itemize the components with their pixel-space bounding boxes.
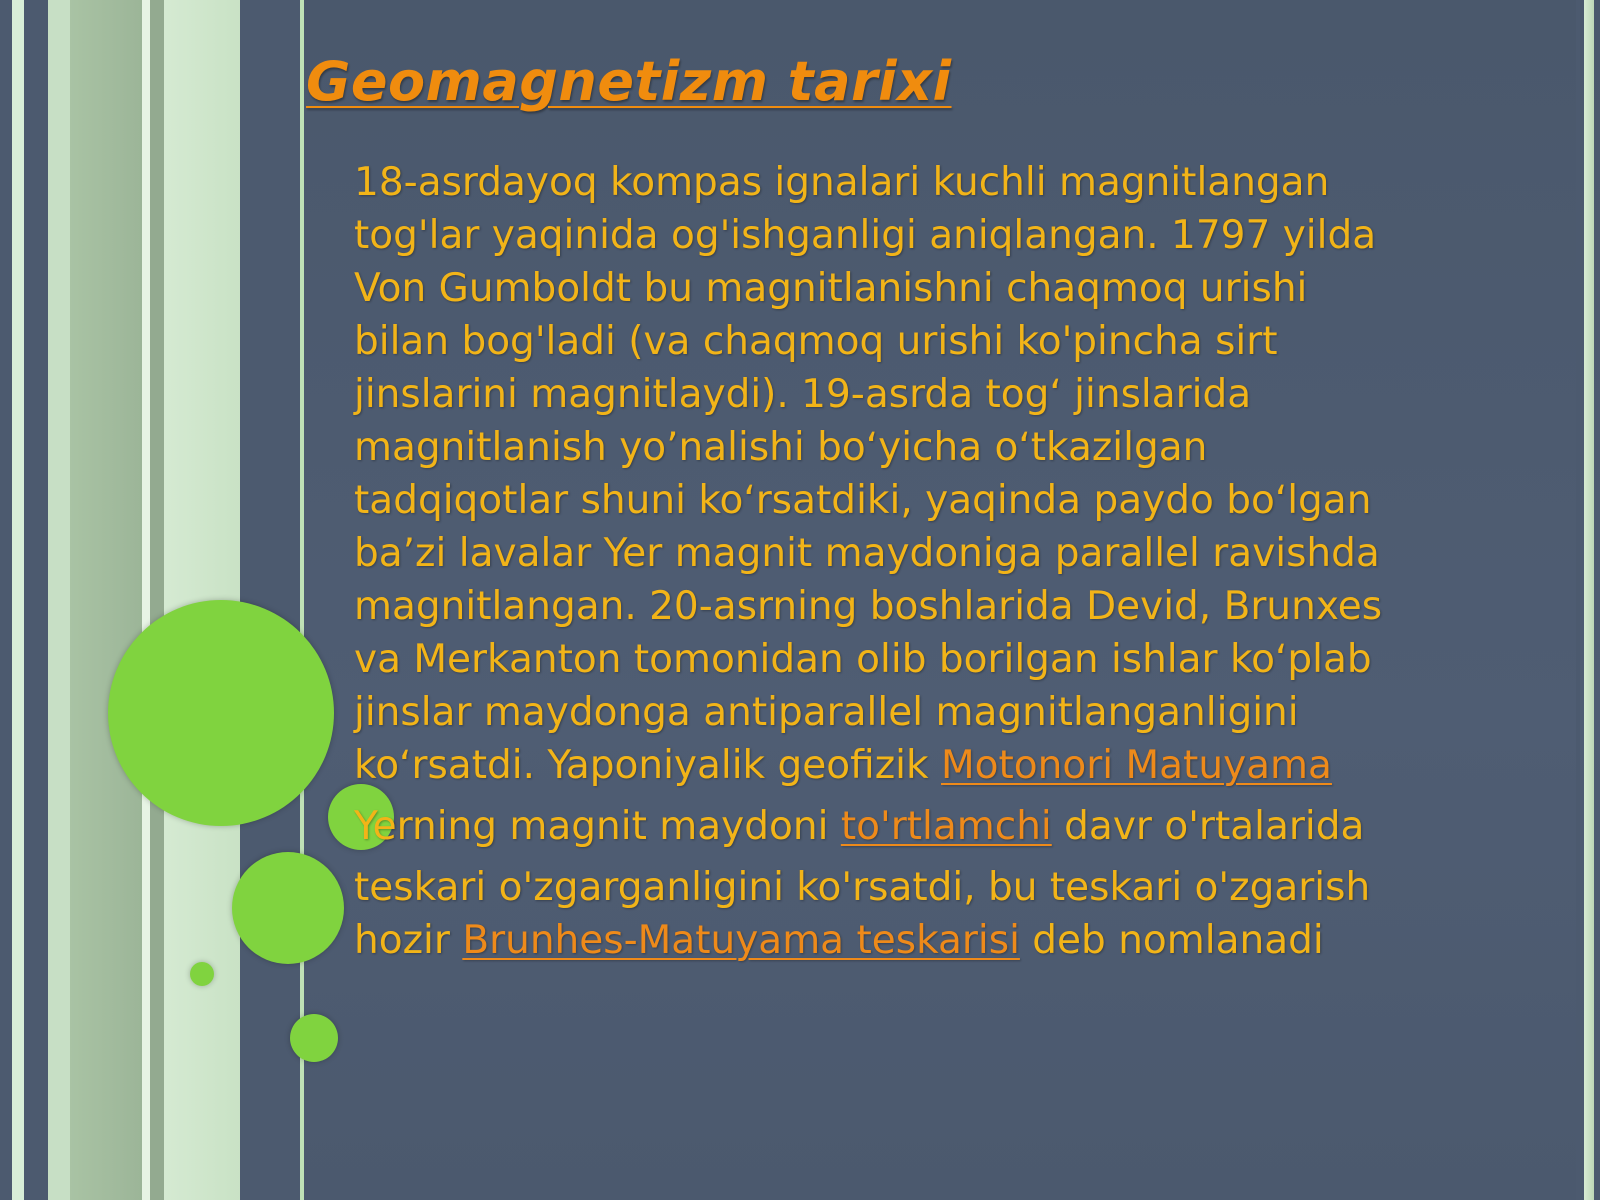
text-line: magnitlangan. 20-asrning boshlarida Devid, Brunxes: [354, 584, 1383, 629]
decorative-circle-medium: [232, 852, 344, 964]
stripe: [0, 0, 12, 1200]
text-segment: Yerning magnit maydoni: [354, 804, 841, 849]
text-line: ba’zi lavalar Yer magnit maydoniga parallel ravishda: [354, 531, 1380, 576]
text-line: 18-asrdayoq kompas ignalari kuchli magnitlangan: [354, 160, 1330, 205]
text-line: teskari o'zgarganligini ko'rsatdi, bu teskari o'zgarish: [354, 865, 1371, 910]
vertical-divider-right: [1584, 0, 1594, 1200]
text-line: tog'lar yaqinida og'ishganligi aniqlangan. 1797 yilda: [354, 213, 1377, 258]
text-line: jinslarini magnitlaydi). 19-asrda tog‘ jinslarida: [354, 372, 1252, 417]
text-line: bilan bog'ladi (va chaqmoq urishi ko'pincha sirt: [354, 319, 1278, 364]
stripe: [70, 0, 142, 1200]
decorative-circle-small: [290, 1014, 338, 1062]
text-line: tadqiqotlar shuni ko‘rsatdiki, yaqinda paydo bo‘lgan: [354, 478, 1372, 523]
text-line: [354, 800, 1454, 853]
stripe: [12, 0, 24, 1200]
stripe: [48, 0, 70, 1200]
stripe: [150, 0, 164, 1200]
stripe: [142, 0, 150, 1200]
link-tortlamchi[interactable]: to'rtlamchi: [840, 804, 1052, 849]
body-paragraph: [354, 156, 1454, 967]
text-segment: hozir: [354, 918, 463, 963]
text-segment: ko‘rsatdi. Yaponiyalik geofizik: [354, 743, 941, 788]
text-line: [354, 739, 1454, 792]
text-segment: davr o'rtalarida: [1051, 804, 1365, 849]
text-line: Von Gumboldt bu magnitlanishni chaqmoq urishi: [354, 266, 1308, 311]
stripe: [24, 0, 48, 1200]
text-line: va Merkanton tomonidan olib borilgan ishlar ko‘plab: [354, 637, 1372, 682]
text-line: jinslar maydonga antiparallel magnitlanganligini: [354, 690, 1299, 735]
text-segment: deb nomlanadi: [1019, 918, 1324, 963]
link-brunhes-matuyama-teskarisi[interactable]: Brunhes-Matuyama teskarisi: [462, 918, 1020, 963]
link-motonori-matuyama[interactable]: Motonori Matuyama: [941, 743, 1332, 788]
stripe: [240, 0, 300, 1200]
decorative-circle-tiny: [190, 962, 214, 986]
text-line: [354, 914, 1454, 967]
decorative-circle-large: [108, 600, 334, 826]
slide-title: Geomagnetizm tarixi: [306, 50, 952, 113]
vertical-divider-right-gap: [1576, 0, 1580, 1200]
decorative-stripes: [0, 0, 320, 1200]
text-line: magnitlanish yo’nalishi bo‘yicha o‘tkazilgan: [354, 425, 1208, 470]
